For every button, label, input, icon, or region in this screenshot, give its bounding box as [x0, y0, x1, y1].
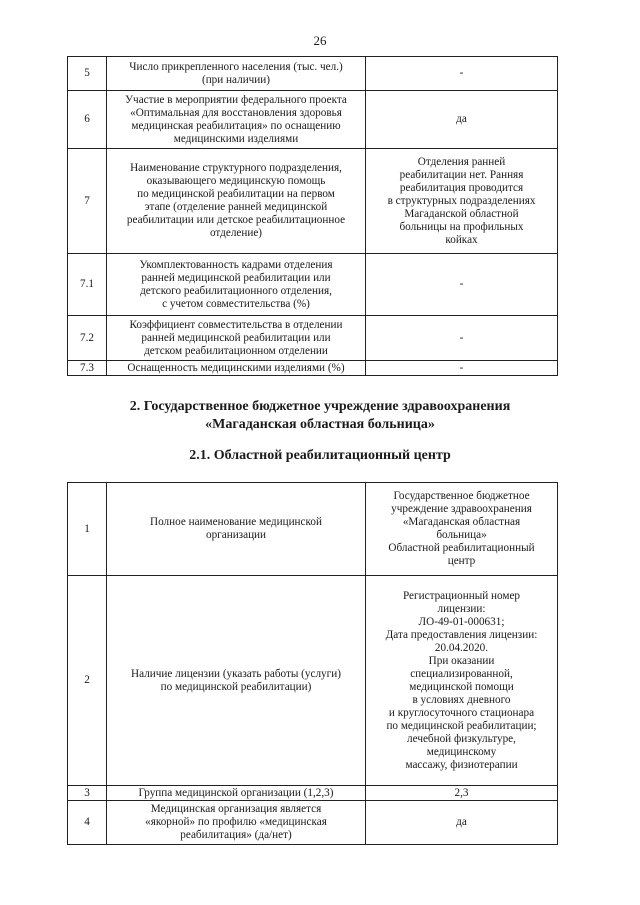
row-label: Наличие лицензии (указать работы (услуги) по медицинской реабилитации): [107, 576, 366, 786]
page-number: 26: [313, 33, 327, 48]
table-row: [68, 801, 558, 845]
table-row: [68, 57, 558, 91]
row-number: 7.2: [68, 316, 107, 361]
row-label: Оснащенность медицинскими изделиями (%): [107, 361, 366, 376]
table-row: [68, 316, 558, 361]
row-number: 7.1: [68, 254, 107, 316]
row-label: Медицинская организация является «якорной» по профилю «медицинская реабилитация» (да/нет): [107, 801, 366, 845]
row-label: Коэффициент совместительства в отделении ранней медицинской реабилитации или детском реабилитационном отделении: [107, 316, 366, 361]
section-title: 2. Государственное бюджетное учреждение здравоохранения «Магаданская областная больница»: [129, 399, 511, 432]
row-value: Государственное бюджетное учреждение здравоохранения «Магаданская областная больница» Областной реабилитационный центр: [366, 483, 558, 576]
row-number: 7.3: [68, 361, 107, 376]
table-row: [68, 786, 558, 801]
table-row: [68, 149, 558, 254]
row-value: 2,3: [366, 786, 558, 801]
row-number: 5: [68, 57, 107, 91]
row-number: 1: [68, 483, 107, 576]
row-label: Группа медицинской организации (1,2,3): [107, 786, 366, 801]
table-row: [68, 361, 558, 376]
row-value: Регистрационный номер лицензии: ЛО-49-01-000631; Дата предоставления лицензии: 20.04.2020. При оказании специализированной, медицинской помощи в условиях дневного и круглосуточного стационара по медицинской реабилитации; лечебной физкультуре, медицинскому массажу, физиотерапии: [366, 576, 558, 786]
row-value: -: [366, 316, 558, 361]
row-number: 7: [68, 149, 107, 254]
row-value: -: [366, 57, 558, 91]
row-label: Число прикрепленного населения (тыс. чел.) (при наличии): [107, 57, 366, 91]
table-row: [68, 254, 558, 316]
row-value: да: [366, 801, 558, 845]
row-label: Укомплектованность кадрами отделения ранней медицинской реабилитации или детского реабилитационного отделения, с учетом совместительства (%): [107, 254, 366, 316]
organization-table: [67, 482, 558, 845]
row-label: Полное наименование медицинской организации: [107, 483, 366, 576]
row-number: 4: [68, 801, 107, 845]
row-number: 3: [68, 786, 107, 801]
table-row: [68, 91, 558, 149]
row-value: да: [366, 91, 558, 149]
table-row: [68, 483, 558, 576]
row-number: 2: [68, 576, 107, 786]
subsection-title: 2.1. Областной реабилитационный центр: [189, 448, 451, 463]
indicators-table: [67, 56, 558, 376]
row-number: 6: [68, 91, 107, 149]
row-value: -: [366, 254, 558, 316]
row-label: Наименование структурного подразделения, оказывающего медицинскую помощь по медицинской реабилитации на первом этапе (отделение ранней медицинской реабилитации или детское реабилитационное отделение): [107, 149, 366, 254]
row-value: -: [366, 361, 558, 376]
row-label: Участие в мероприятии федерального проекта «Оптимальная для восстановления здоровья медицинская реабилитация» по оснащению медицинскими изделиями: [107, 91, 366, 149]
row-value: Отделения ранней реабилитации нет. Ранняя реабилитация проводится в структурных подразделениях Магаданской областной больницы на профильных койках: [366, 149, 558, 254]
table-row: [68, 576, 558, 786]
